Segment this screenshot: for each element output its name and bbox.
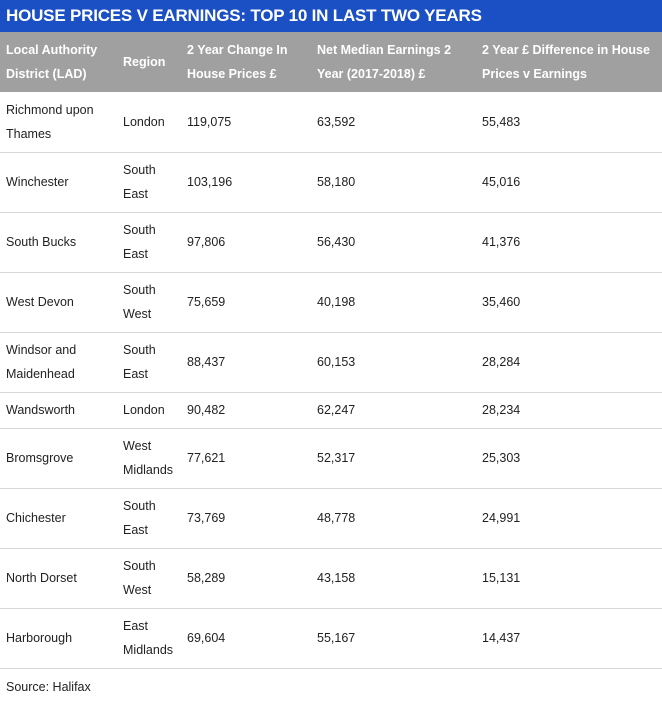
cell-change: 88,437	[187, 355, 226, 369]
header-earnings: Net Median Earnings 2 Year (2017-2018) £	[317, 43, 452, 81]
cell-region: South East	[123, 499, 156, 537]
cell-earnings: 48,778	[317, 511, 356, 525]
cell-region: West Midlands	[123, 439, 174, 477]
cell-change: 119,075	[187, 114, 232, 129]
table-row	[0, 548, 662, 608]
cell-lad: West Devon	[6, 295, 74, 309]
header-row	[0, 32, 662, 92]
cell-earnings: 63,592	[317, 114, 356, 129]
cell-change: 90,482	[187, 403, 226, 417]
cell-lad: Windsor and Maidenhead	[6, 343, 77, 381]
table-row	[0, 272, 662, 332]
cell-lad: South Bucks	[6, 235, 77, 249]
table-row	[0, 608, 662, 668]
cell-difference: 35,460	[482, 295, 521, 309]
table-header	[0, 32, 662, 92]
table-row	[0, 212, 662, 272]
cell-earnings: 40,198	[317, 295, 356, 309]
table-row	[0, 92, 662, 152]
header-difference: 2 Year £ Difference in House Prices v Earnings	[482, 43, 650, 81]
table-row	[0, 488, 662, 548]
cell-difference: 28,234	[482, 403, 521, 417]
cell-change: 75,659	[187, 295, 226, 309]
cell-difference: 28,284	[482, 355, 521, 369]
cell-change: 58,289	[187, 571, 226, 585]
header-lad: Local Authority District (LAD)	[6, 43, 98, 81]
cell-difference: 41,376	[482, 235, 521, 249]
cell-change: 73,769	[187, 511, 226, 525]
cell-lad: Wandsworth	[6, 403, 76, 417]
source-note: Source: Halifax	[6, 679, 91, 694]
cell-change: 97,806	[187, 235, 226, 249]
table-body	[0, 92, 662, 668]
cell-region: London	[123, 114, 165, 129]
cell-lad: Chichester	[6, 511, 66, 525]
cell-change: 77,621	[187, 451, 226, 465]
cell-region: East Midlands	[123, 619, 174, 657]
cell-lad: Richmond upon Thames	[6, 102, 94, 141]
cell-change: 69,604	[187, 631, 226, 645]
cell-difference: 25,303	[482, 451, 521, 465]
cell-earnings: 52,317	[317, 451, 356, 465]
cell-region: South East	[123, 163, 156, 201]
cell-lad: Bromsgrove	[6, 451, 74, 465]
cell-earnings: 62,247	[317, 403, 356, 417]
cell-earnings: 56,430	[317, 235, 356, 249]
header-region: Region	[123, 55, 166, 69]
table-row	[0, 392, 662, 428]
cell-lad: North Dorset	[6, 571, 77, 585]
header-change: 2 Year Change In House Prices £	[187, 43, 288, 81]
cell-lad: Harborough	[6, 631, 73, 645]
cell-lad: Winchester	[6, 175, 69, 189]
cell-difference: 24,991	[482, 511, 521, 525]
cell-difference: 15,131	[482, 571, 521, 585]
cell-region: South East	[123, 343, 156, 381]
cell-difference: 55,483	[482, 114, 521, 129]
cell-earnings: 43,158	[317, 571, 356, 585]
cell-region: South West	[123, 559, 156, 597]
cell-earnings: 60,153	[317, 355, 356, 369]
cell-region: South West	[123, 283, 156, 321]
cell-region: London	[123, 403, 165, 417]
house-prices-table	[0, 32, 662, 669]
table-row	[0, 428, 662, 488]
cell-region: South East	[123, 223, 156, 261]
cell-earnings: 55,167	[317, 631, 356, 645]
cell-difference: 14,437	[482, 631, 521, 645]
cell-difference: 45,016	[482, 175, 521, 189]
table-row	[0, 152, 662, 212]
cell-change: 103,196	[187, 175, 233, 189]
table-title: HOUSE PRICES V EARNINGS: TOP 10 IN LAST TWO YEARS	[0, 0, 662, 32]
cell-earnings: 58,180	[317, 175, 356, 189]
table-row	[0, 332, 662, 392]
